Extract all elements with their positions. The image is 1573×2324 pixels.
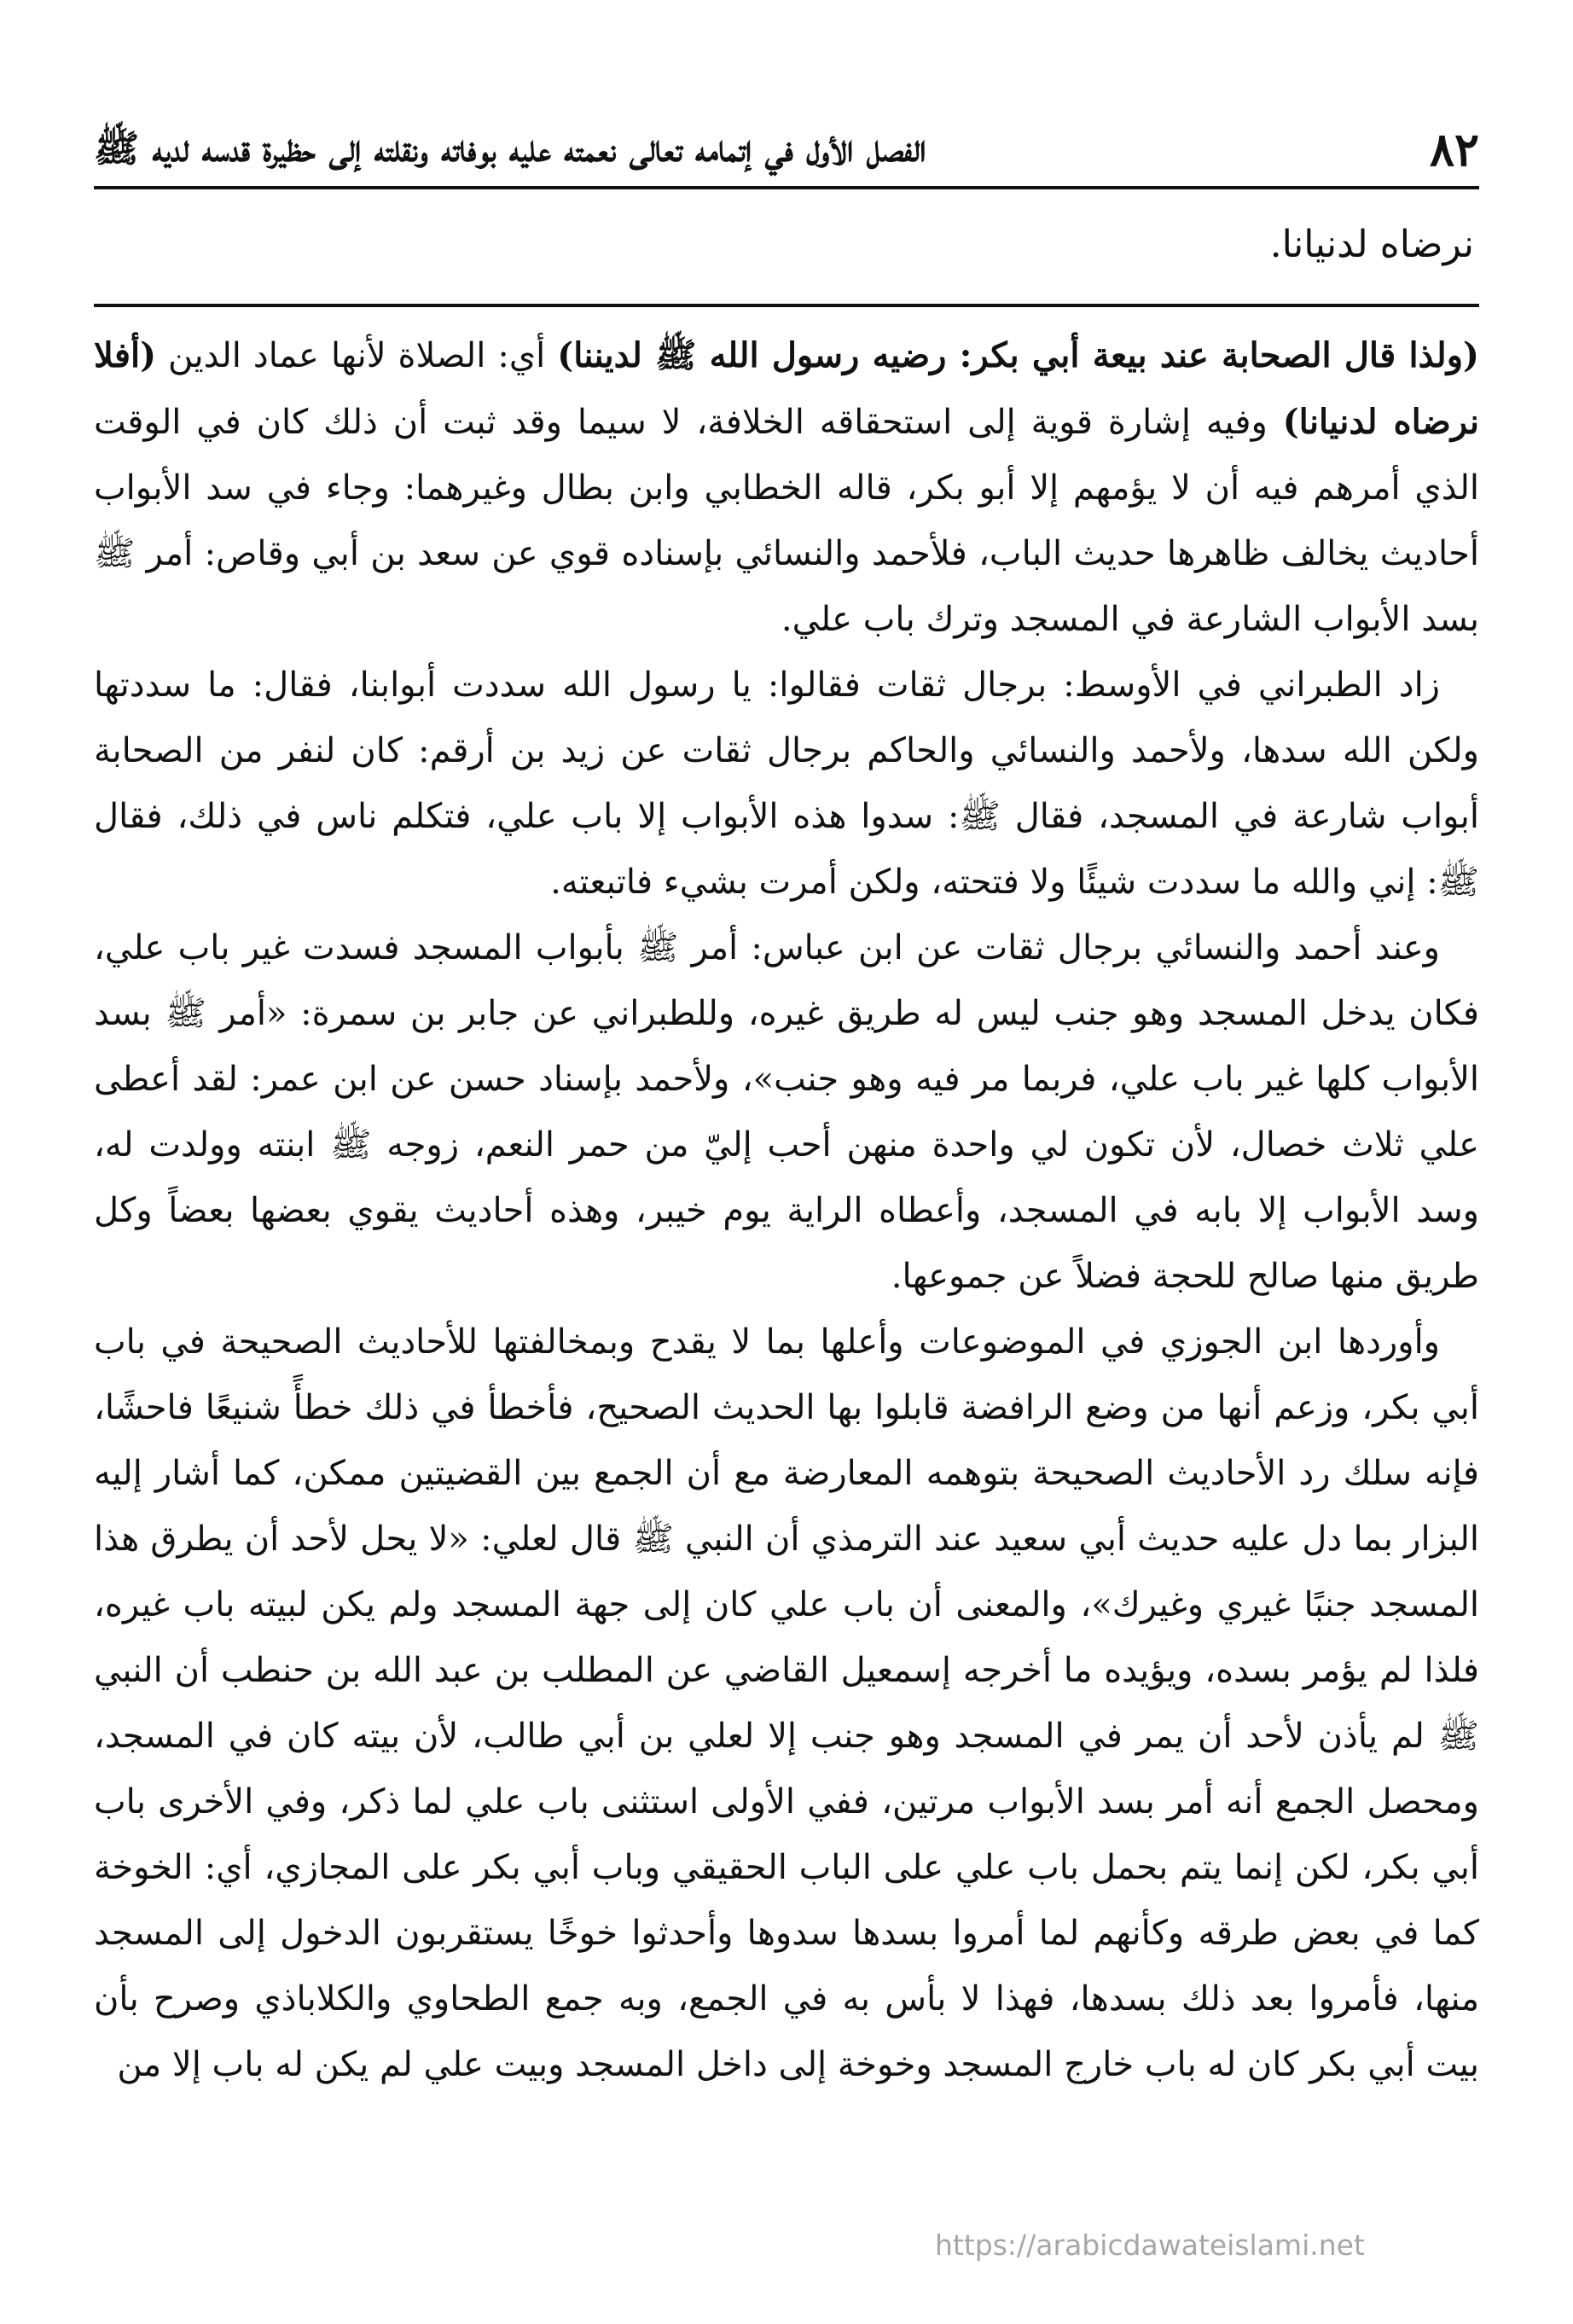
- text-segment: زاد الطبراني في الأوسط: برجال ثقات فقالوا: يا رسول الله سددت أبوابنا، فقال: ما سددتها ولكن الله سدها، ولأحمد والنسائي والحاكم برجال ثقات عن زيد بن أرقم: كان لنفر من الصحابة أبواب شارعة في المسجد، فقال ﷺ: سدوا هذه الأبواب إلا باب علي، فتكلم ناس في ذلك، فقال ﷺ: إني والله ما سددت شيئًا ولا فتحته، ولكن أمرت بشيء فاتبعته.: [94, 665, 1479, 902]
- quoted-matn-segment: (أفلا نرضاه لدنيانا): [94, 334, 1479, 442]
- text-segment: وأوردها ابن الجوزي في الموضوعات وأعلها بما لا يقدح وبمخالفتها للأحاديث الصحيحة في باب أبي بكر، وزعم أنها من وضع الرافضة قابلوا بها الحديث الصحيح، فأخطأ في ذلك خطأً شنيعًا فاحشًا، فإنه سلك رد الأحاديث الصحيحة بتوهمه المعارضة مع أن الجمع بين القضيتين ممكن، كما أشار إليه البزار بما دل عليه حديث أبي سعيد عند الترمذي أن النبي ﷺ قال لعلي: «لا يحل لأحد أن يطرق هذا المسجد جنبًا غيري وغيرك»، والمعنى أن باب علي كان إلى جهة المسجد ولم يكن لبيته باب غيره، فلذا لم يؤمر بسده، ويؤيده ما أخرجه إسمعيل القاضي عن المطلب بن عبد الله بن حنطب أن النبي ﷺ لم يأذن لأحد أن يمر في المسجد وهو جنب إلا لعلي بن أبي طالب، لأن بيته كان في المسجد، ومحصل الجمع أنه أمر بسد الأبواب مرتين، ففي الأولى استثنى باب علي لما ذكر، وفي الأخرى باب أبي بكر، لكن إنما يتم بحمل باب علي على الباب الحقيقي وباب أبي بكر على المجازي، أي: الخوخة كما في بعض طرقه وكأنهم لما أمروا بسدها سدوها وأحدثوا خوخًا يستقربون الدخول إلى المسجد منها، فأمروا بعد ذلك بسدها، فهذا لا بأس به في الجمع، وبه جمع الطحاوي والكلاباذي وصرح بأن بيت أبي بكر كان له باب خارج المسجد وخوخة إلى داخل المسجد وبيت علي لم يكن له باب إلا من: [94, 1322, 1479, 2084]
- book-page: [94, 102, 1479, 2269]
- text-segment: وعند أحمد والنسائي برجال ثقات عن ابن عباس: أمر ﷺ بأبواب المسجد فسدت غير باب علي، فكان يدخل المسجد وهو جنب ليس له طريق غيره، وللطبراني عن جابر بن سمرة: «أمر ﷺ بسد الأبواب كلها غير باب علي، فربما مر فيه وهو جنب»، ولأحمد بإسناد حسن عن ابن عمر: لقد أعطى علي ثلاث خصال، لأن تكون لي واحدة منهن أحب إليّ من حمر النعم، زوجه ﷺ ابنته وولدت له، وسد الأبواب إلا بابه في المسجد، وأعطاه الراية يوم خيبر، وهذه أحاديث يقوي بعضها بعضاً وكل طريق منها صالح للحجة فضلاً عن جموعها.: [94, 927, 1480, 1296]
- paragraph: [94, 1310, 1479, 2098]
- text-segment: أي: الصلاة لأنها عماد الدين: [156, 335, 558, 375]
- paragraph: [94, 322, 1479, 653]
- header-divider: [94, 186, 1479, 189]
- running-title: الفصل الأول في إتمامه تعالى نعمته عليه بوفاته ونقلته إلى حظيرة قدسه لديه ﷺ: [94, 127, 926, 171]
- text-segment: وفيه إشارة قوية إلى استحقاقه الخلافة، لا سيما وقد ثبت أن ذلك كان في الوقت الذي أمرهم فيه أن لا يؤمهم إلا أبو بكر، قاله الخطابي وابن بطال وغيرهما: وجاء في سد الأبواب أحاديث يخالف ظاهرها حديث الباب، فلأحمد والنسائي بإسناده قوي عن سعد بن أبي وقاص: أمر ﷺ بسد الأبواب الشارعة في المسجد وترك باب علي.: [94, 402, 1479, 639]
- watermark-url: https://arabicdawateislami.net: [935, 2228, 1365, 2262]
- section-divider: [94, 304, 1479, 307]
- commentary-body: [94, 322, 1479, 2098]
- quoted-matn-segment: (ولذا قال الصحابة عند بيعة أبي بكر: رضيه رسول الله ﷺ لديننا): [557, 334, 1479, 375]
- paragraph: [94, 915, 1479, 1310]
- paragraph: [94, 653, 1479, 915]
- page-header: [94, 102, 1479, 177]
- page-number: ٨٢: [1429, 122, 1479, 177]
- matn-text: نرضاه لدنيانا.: [1269, 223, 1474, 266]
